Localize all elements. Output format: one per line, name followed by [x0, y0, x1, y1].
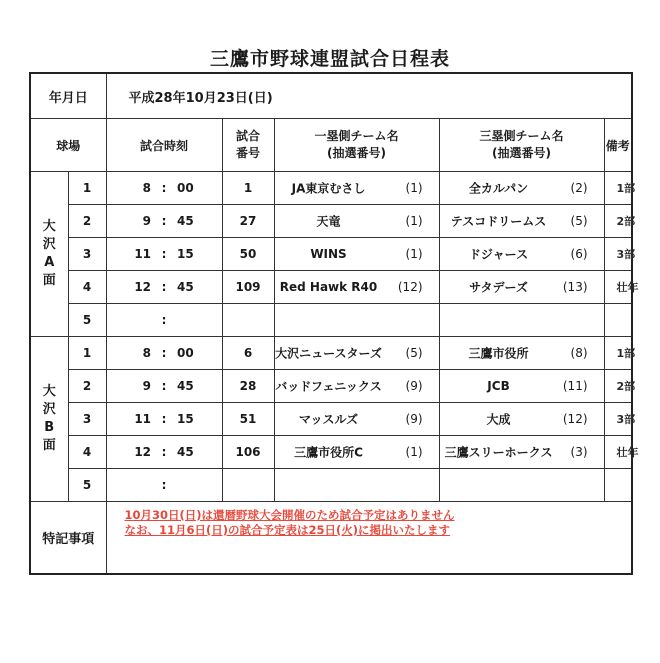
game-note: 2部: [604, 370, 632, 403]
time-separator: :: [161, 412, 167, 426]
page-title: 三鷹市野球連盟試合日程表: [209, 48, 450, 70]
game-minute: 00: [177, 346, 194, 360]
table-row: [30, 238, 632, 271]
third-base-team-name: 全カルパン: [468, 181, 529, 196]
time-separator: :: [161, 478, 167, 492]
date-label: 年月日: [30, 73, 106, 119]
venue-name-char: 大: [42, 219, 56, 234]
remarks-label: 特記事項: [30, 502, 106, 575]
game-minute: 15: [177, 412, 194, 426]
game-hour: 11: [134, 412, 152, 426]
third-base-team: [439, 172, 604, 205]
first-base-lot: (1): [405, 247, 423, 261]
remarks-line-1: 10月30日(日)は還暦野球大会開催のため試合予定はありません: [124, 508, 455, 522]
time-separator: :: [161, 379, 167, 393]
remarks-text: [106, 502, 632, 575]
time-separator: :: [161, 280, 167, 294]
third-base-team-name: テスコドリームス: [450, 214, 547, 229]
game-note: 壮年: [604, 271, 632, 304]
game-note: 壮年: [604, 436, 632, 469]
date-row: [30, 73, 632, 119]
game-hour: 8: [142, 346, 152, 360]
third-base-team: [439, 271, 604, 304]
venue-name: [30, 337, 68, 502]
game-minute: 45: [177, 280, 194, 294]
third-base-team-name: サタデーズ: [469, 280, 528, 295]
game-time: [106, 172, 222, 205]
third-base-team: [439, 238, 604, 271]
game-seq: 3: [68, 403, 106, 436]
third-base-lot: (13): [562, 280, 588, 294]
date-value: 平成28年10月23日(日): [106, 73, 632, 119]
table-row: [30, 205, 632, 238]
game-hour: 9: [142, 214, 152, 228]
first-base-team-name: 三鷹市役所C: [294, 445, 363, 460]
first-base-team: [274, 271, 439, 304]
game-seq: 2: [68, 370, 106, 403]
first-base-team: [274, 337, 439, 370]
game-seq: 4: [68, 436, 106, 469]
first-base-lot: (5): [405, 346, 423, 360]
table-row: [30, 469, 632, 502]
first-base-lot: (1): [405, 214, 423, 228]
time-separator: :: [161, 181, 167, 195]
venue-name-char: A: [44, 255, 55, 270]
header-game-no-line2: 番号: [236, 146, 261, 160]
game-hour: 12: [134, 445, 152, 459]
header-first-base-line2: (抽選番号): [327, 146, 386, 160]
time-separator: :: [161, 313, 167, 327]
game-number: 51: [222, 403, 274, 436]
third-base-team: [439, 436, 604, 469]
first-base-team: [274, 436, 439, 469]
game-minute: 15: [177, 247, 194, 261]
header-first-base-line1: 一塁側チーム名: [314, 129, 399, 143]
third-base-lot: (12): [562, 412, 588, 426]
third-base-team: [439, 403, 604, 436]
game-time: [106, 337, 222, 370]
first-base-team: [274, 370, 439, 403]
game-note: [604, 304, 632, 337]
remarks-row: [30, 502, 632, 575]
table-row: [30, 304, 632, 337]
third-base-team-name: 三鷹市役所: [468, 346, 529, 361]
game-time: [106, 469, 222, 502]
game-hour: 12: [134, 280, 152, 294]
third-base-lot: (11): [562, 379, 588, 393]
game-note: [604, 469, 632, 502]
first-base-lot: (9): [405, 412, 423, 426]
venue-name-char: 面: [42, 438, 56, 453]
third-base-team: [439, 205, 604, 238]
table-row: [30, 271, 632, 304]
game-time: [106, 403, 222, 436]
third-base-lot: (2): [570, 181, 588, 195]
first-base-team: [274, 403, 439, 436]
venue-name-char: 沢: [42, 402, 56, 417]
game-seq: 3: [68, 238, 106, 271]
game-note: 3部: [604, 403, 632, 436]
third-base-lot: (5): [570, 214, 588, 228]
header-third-base-line1: 三塁側チーム名: [479, 129, 564, 143]
header-row: [30, 119, 632, 172]
third-base-lot: (6): [570, 247, 588, 261]
third-base-team: [439, 370, 604, 403]
first-base-team-name: WINS: [310, 247, 347, 261]
header-game-no-line1: 試合: [236, 129, 261, 143]
game-number: 50: [222, 238, 274, 271]
game-seq: 5: [68, 304, 106, 337]
third-base-lot: (3): [570, 445, 588, 459]
game-number: [222, 469, 274, 502]
third-base-team: [439, 304, 604, 337]
first-base-team-name: バッドフェニックス: [275, 379, 382, 394]
third-base-team-name: 三鷹スリーホークス: [444, 445, 553, 460]
time-separator: :: [161, 346, 167, 360]
table-row: [30, 337, 632, 370]
game-number: 27: [222, 205, 274, 238]
game-number: 28: [222, 370, 274, 403]
first-base-team-name: JA東京むさし: [291, 181, 366, 196]
table-row: [30, 370, 632, 403]
remarks-line-2: なお、11月6日(日)の試合予定表は25日(火)に掲出いたします: [124, 523, 451, 537]
third-base-team-name: JCB: [487, 379, 510, 393]
venue-name-char: B: [44, 420, 55, 435]
game-note: 1部: [604, 337, 632, 370]
third-base-lot: (8): [570, 346, 588, 360]
game-time: [106, 304, 222, 337]
venue-name-char: 大: [42, 384, 56, 399]
first-base-team-name: 天竜: [316, 214, 341, 229]
game-number: 6: [222, 337, 274, 370]
venue-name: [30, 172, 68, 337]
game-number: [222, 304, 274, 337]
first-base-lot: (9): [405, 379, 423, 393]
header-venue: 球場: [30, 119, 106, 172]
header-third-base: [439, 119, 604, 172]
table-row: [30, 172, 632, 205]
first-base-team: [274, 238, 439, 271]
first-base-lot: (1): [405, 181, 423, 195]
first-base-team-name: 大沢ニュースターズ: [275, 346, 382, 361]
schedule-table: [29, 72, 639, 575]
header-third-base-line2: (抽選番号): [492, 146, 551, 160]
third-base-team-name: ドジャース: [468, 247, 529, 262]
game-seq: 2: [68, 205, 106, 238]
third-base-team: [439, 469, 604, 502]
game-minute: 45: [177, 445, 194, 459]
game-hour: 8: [142, 181, 152, 195]
game-minute: 45: [177, 214, 194, 228]
first-base-team: [274, 469, 439, 502]
game-minute: 45: [177, 379, 194, 393]
first-base-team: [274, 205, 439, 238]
game-seq: 1: [68, 337, 106, 370]
game-hour: 11: [134, 247, 152, 261]
game-minute: 00: [177, 181, 194, 195]
game-number: 106: [222, 436, 274, 469]
header-game-no: [222, 119, 274, 172]
time-separator: :: [161, 445, 167, 459]
header-notes: 備考: [604, 119, 632, 172]
game-seq: 5: [68, 469, 106, 502]
third-base-team-name: 大成: [486, 412, 511, 427]
first-base-team: [274, 172, 439, 205]
game-seq: 4: [68, 271, 106, 304]
first-base-lot: (12): [397, 280, 423, 294]
venue-name-char: 沢: [42, 237, 56, 252]
time-separator: :: [161, 247, 167, 261]
table-row: [30, 403, 632, 436]
game-note: 1部: [604, 172, 632, 205]
game-time: [106, 370, 222, 403]
third-base-team: [439, 337, 604, 370]
first-base-team-name: マッスルズ: [298, 412, 359, 427]
game-time: [106, 238, 222, 271]
table-row: [30, 436, 632, 469]
game-number: 109: [222, 271, 274, 304]
venue-name-char: 面: [42, 273, 56, 288]
header-first-base: [274, 119, 439, 172]
first-base-team-name: Red Hawk R40: [279, 280, 378, 294]
game-note: 3部: [604, 238, 632, 271]
first-base-lot: (1): [405, 445, 423, 459]
time-separator: :: [161, 214, 167, 228]
game-time: [106, 271, 222, 304]
game-hour: 9: [142, 379, 152, 393]
game-note: 2部: [604, 205, 632, 238]
game-number: 1: [222, 172, 274, 205]
game-time: [106, 205, 222, 238]
game-seq: 1: [68, 172, 106, 205]
first-base-team: [274, 304, 439, 337]
header-time: 試合時刻: [106, 119, 222, 172]
game-time: [106, 436, 222, 469]
